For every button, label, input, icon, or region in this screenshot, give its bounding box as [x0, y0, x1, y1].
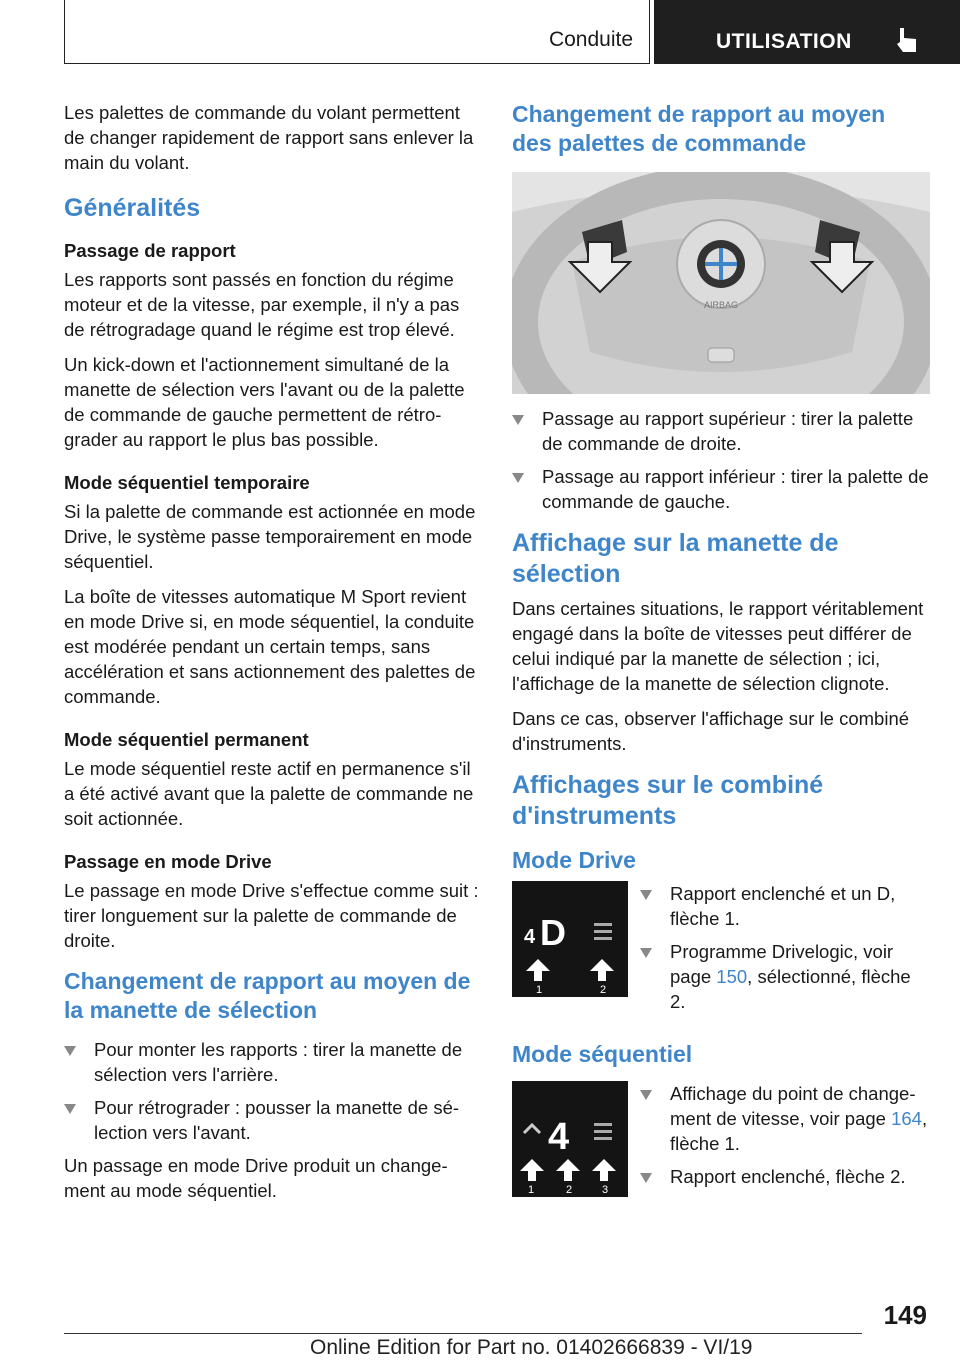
bullet-triangle-icon — [512, 473, 524, 483]
right-column — [512, 100, 930, 1197]
footer-edition: Online Edition for Part no. 01402666839 - VI/19 — [310, 1336, 753, 1359]
mode-sequentiel-block — [512, 1081, 930, 1197]
sequential-gear-digit: 4 — [548, 1116, 570, 1158]
paragraph-affichage-2: Dans ce cas, observer l'affichage sur le combiné d'instruments. — [512, 708, 910, 754]
mode-drive-block — [512, 881, 930, 1022]
subheading-drive: Passage en mode Drive — [64, 851, 272, 872]
bullet-manette-1: Pour monter les rapports : tirer la manette de sélection vers l'arrière. — [64, 1037, 482, 1087]
left-column — [64, 100, 482, 1213]
subheading-passage: Passage de rapport — [64, 240, 236, 261]
drive-arrow-2-label: 2 — [600, 984, 607, 996]
arrow-2-icon — [590, 959, 614, 981]
bullet-palette-2: Passage au rapport inférieur : tirer la palette de commande de gauche. — [512, 464, 930, 514]
bullet-drive-2: Programme Drivelogic, voir page 150, sélectionné, flèche 2. — [640, 939, 930, 1014]
header-chapter: UTILISATION — [716, 30, 852, 53]
heading-mode-drive: Mode Drive — [512, 847, 636, 873]
bullet-triangle-icon — [640, 948, 652, 958]
bullet-palette-1: Passage au rapport supérieur : tirer la palette de commande de droite. — [512, 406, 930, 456]
seq-arrow-3-icon — [592, 1159, 616, 1181]
seq-arrow-2-label: 2 — [566, 1184, 573, 1196]
bullet-seq-1: Affichage du point de changement de vitesse, voir page 164, flèche 1. — [640, 1081, 930, 1156]
paragraph-manette: Un passage en mode Drive produit un changement au mode séquentiel. — [64, 1155, 448, 1201]
header-section-box — [64, 0, 650, 64]
heading-generalites: Généralités — [64, 194, 201, 222]
seq-arrow-2-icon — [556, 1159, 580, 1181]
header-chapter-box — [654, 0, 960, 64]
sequential-display-image — [512, 1081, 628, 1197]
paragraph-permanent: Le mode séquentiel reste actif en permanence s'il a été activé avant que la palette de commande ne soit actionnée. — [64, 758, 474, 829]
heading-mode-sequentiel: Mode séquentiel — [512, 1041, 693, 1067]
airbag-label: AIRBAG — [703, 300, 739, 310]
bullet-triangle-icon — [64, 1046, 76, 1056]
paragraph-temporaire-1: Si la palette de commande est actionnée en mode Drive, le système passe temporairement en mode séquentiel. — [64, 501, 476, 572]
hand-pointer-icon — [894, 26, 920, 54]
bullet-manette-2: Pour rétrograder : pousser la manette de sélection vers l'avant. — [64, 1095, 482, 1145]
bullet-triangle-icon — [640, 1090, 652, 1100]
bullet-triangle-icon — [512, 415, 524, 425]
heading-affichage-manette: Affichage sur la manette de sélection — [512, 529, 839, 588]
drive-mode-letter: D — [540, 912, 566, 953]
seq-arrow-3-label: 3 — [602, 1184, 609, 1196]
arrow-1-icon — [526, 959, 550, 981]
page-link-164[interactable]: 164 — [891, 1108, 922, 1129]
paragraph-temporaire-2: La boîte de vitesses automatique M Sport revient en mode Drive si, en mode séquentiel, la conduite est modérée pendant un certain temps, sans accélération et sans actionnement des palettes de commande. — [64, 586, 476, 707]
drive-gear-digit: 4 — [524, 926, 536, 948]
bullet-seq-2: Rapport enclenché, flèche 2. — [640, 1164, 930, 1189]
subheading-permanent: Mode séquentiel permanent — [64, 729, 309, 750]
drive-arrow-1-label: 1 — [536, 984, 543, 996]
page-number: 149 — [883, 1300, 927, 1330]
paragraph-passage-1: Les rapports sont passés en fonction du régime moteur et de la vitesse, par exemple, il n'y a pas de rétrogradage quand le régime est trop élevé. — [64, 269, 460, 340]
intro-paragraph: Les palettes de commande du volant permettent de changer rapidement de rapport sans enlever la main du volant. — [64, 102, 474, 173]
steering-wheel-illustration — [512, 172, 930, 394]
paragraph-affichage-1: Dans certaines situations, le rapport véritablement engagé dans la boîte de vitesses peut différer de celui indiqué par la manette de sélection ; ici, l'affichage de la manette de sélection clignote. — [512, 598, 924, 694]
drive-display-image — [512, 881, 628, 997]
bullet-triangle-icon — [640, 890, 652, 900]
header-section: Conduite — [548, 28, 633, 51]
steering-wheel-image — [512, 172, 930, 394]
heading-palettes: Changement de rapport au moyen des palettes de commande — [512, 101, 886, 156]
footer-divider — [64, 1333, 862, 1334]
seq-arrow-1-label: 1 — [528, 1184, 535, 1196]
paragraph-drive: Le passage en mode Drive s'effectue comme suit : tirer longuement sur la palette de commande de droite. — [64, 880, 479, 951]
subheading-temporaire: Mode séquentiel temporaire — [64, 472, 310, 493]
heading-manette: Changement de rapport au moyen de la manette de sélection — [64, 968, 471, 1023]
seq-arrow-1-icon — [520, 1159, 544, 1181]
bullet-triangle-icon — [64, 1104, 76, 1114]
bullet-drive-1: Rapport enclenché et un D, flèche 1. — [640, 881, 930, 931]
bullet-triangle-icon — [640, 1173, 652, 1183]
heading-combine: Affichages sur le combiné d'instruments — [512, 771, 824, 830]
paragraph-passage-2: Un kick-down et l'actionnement simultané de la manette de sélection vers l'avant ou de la palette de commande de gauche permettent de rétrograder au rapport le plus bas possible. — [64, 354, 465, 450]
page-link-150[interactable]: 150 — [716, 966, 748, 987]
